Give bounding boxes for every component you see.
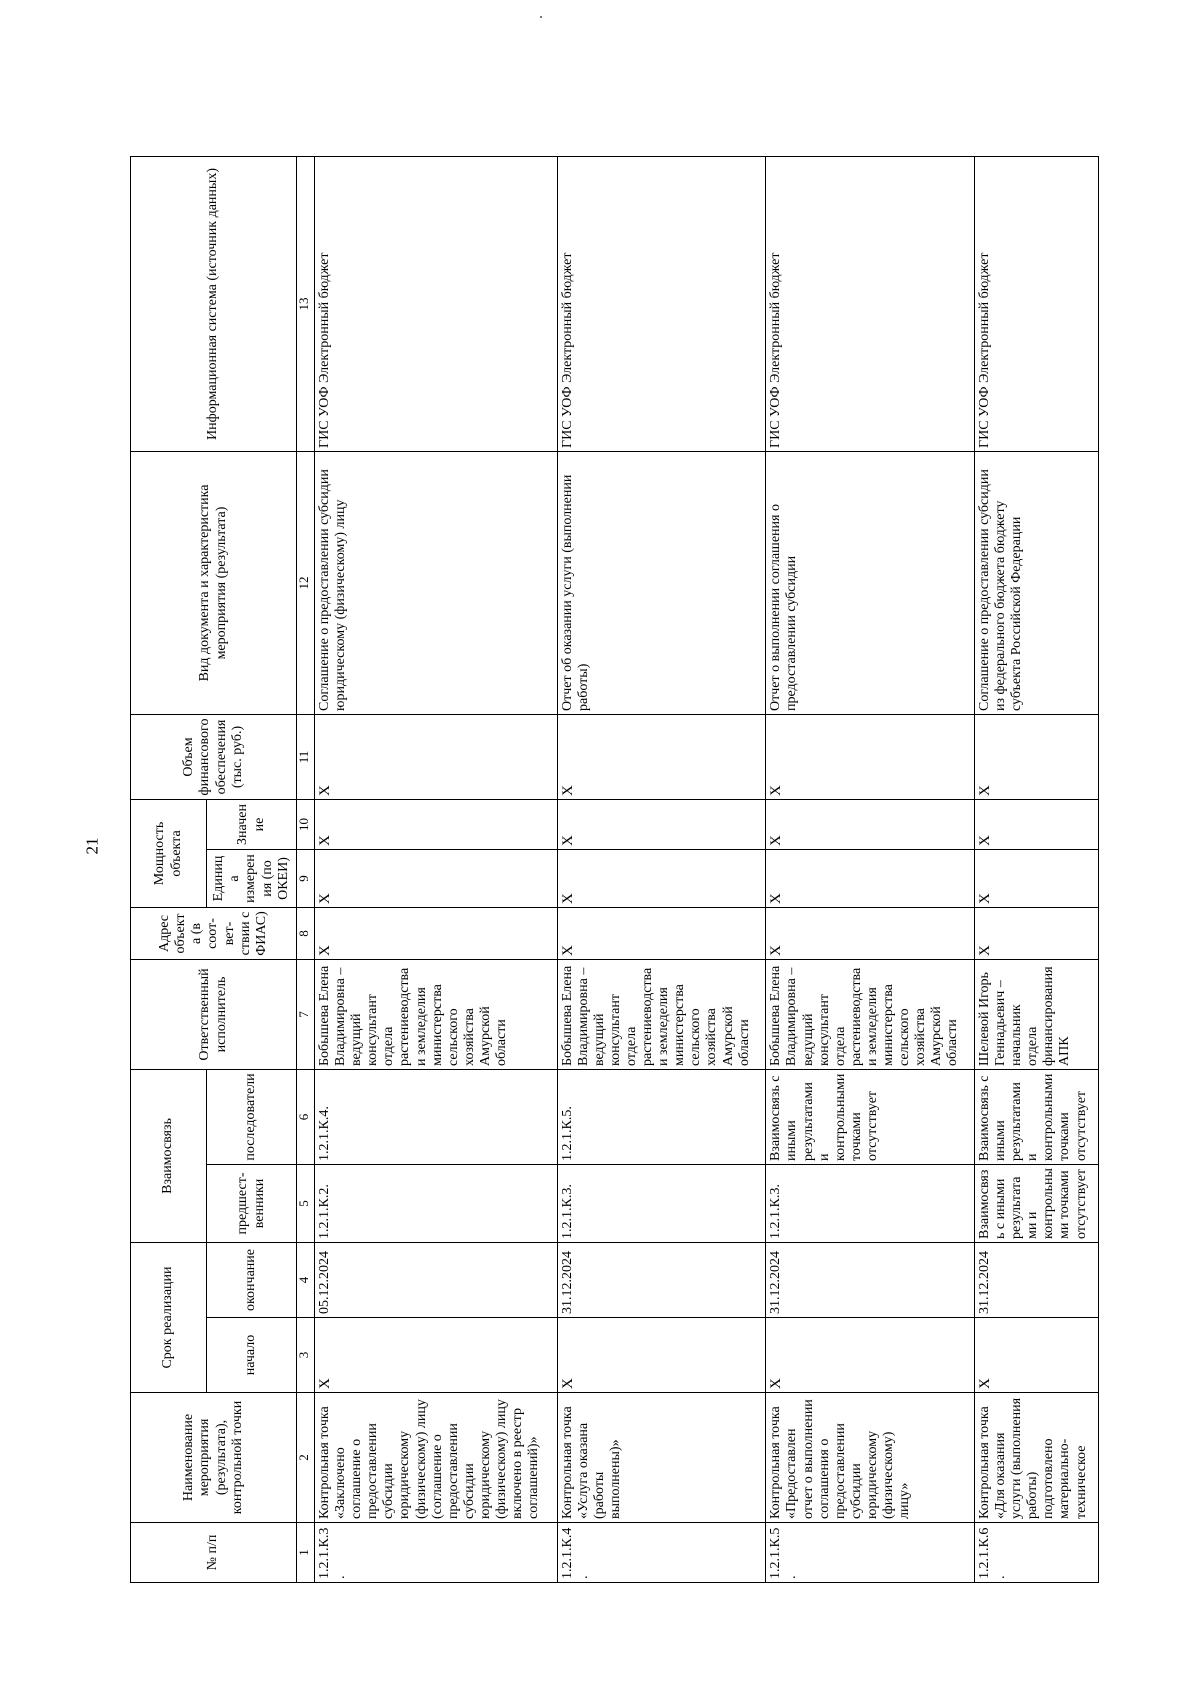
column-number: 10 xyxy=(297,799,315,849)
cell-value: X xyxy=(766,799,975,849)
cell-num: 1.2.1.К.5. xyxy=(766,1523,975,1583)
cell-num: 1.2.1.К.6. xyxy=(975,1523,1099,1583)
cell-funding: X xyxy=(975,714,1099,799)
cell-name: Контрольная точка «Для оказания услуги (выполнения работы) подготовлено материально-техническое xyxy=(975,1393,1099,1523)
cell-end: 31.12.2024 xyxy=(975,1243,1099,1318)
cell-name: Контрольная точка «Заключено соглашение о предоставлении субсидии юридическому (физическому) лицу (соглашение о предоставлении субсидии юридическому (физическому) лицу включено в реестр соглашений)» xyxy=(315,1393,558,1523)
cell-predecessors: 1.2.1.К.2. xyxy=(315,1165,558,1243)
column-number: 11 xyxy=(297,714,315,799)
header-doc-type: Вид документа и характеристика мероприятия (результата) xyxy=(131,451,297,714)
cell-funding: X xyxy=(766,714,975,799)
column-number: 7 xyxy=(297,960,315,1070)
cell-address: X xyxy=(975,908,1099,960)
header-end: окончание xyxy=(207,1243,297,1318)
cell-successors: Взаимосвязь с иными результатами и контрольными точками отсутствует xyxy=(766,1070,975,1165)
cell-doc-type: Отчет об оказании услуги (выполнении работы) xyxy=(557,451,766,714)
header-successors: последователи xyxy=(207,1070,297,1165)
header-num: № п/п xyxy=(131,1523,297,1583)
cell-value: X xyxy=(975,799,1099,849)
cell-start: X xyxy=(315,1318,558,1393)
header-info-system: Информационная система (источник данных) xyxy=(131,156,297,451)
header-predecessors: предшест-венники xyxy=(207,1165,297,1243)
cell-info-system: ГИС УОФ Электронный бюджет xyxy=(315,156,558,451)
table-row xyxy=(557,156,766,1582)
cell-info-system: ГИС УОФ Электронный бюджет xyxy=(975,156,1099,451)
cell-responsible: Шелевой Игорь Геннадьевич – начальник отдела финансирования АПК xyxy=(975,960,1099,1070)
cell-name: Контрольная точка «Предоставлен отчет о выполнении соглашения о предоставлении субсидии юридическому (физическому) лицу» xyxy=(766,1393,975,1523)
cell-unit: X xyxy=(557,850,766,908)
column-number: 6 xyxy=(297,1070,315,1165)
cell-doc-type: Соглашение о предоставлении субсидии из федерального бюджета бюджету субъекта Российской Федерации xyxy=(975,451,1099,714)
header-start: начало xyxy=(207,1318,297,1393)
header-value: Значение xyxy=(207,799,297,849)
plan-table xyxy=(130,156,1099,1583)
cell-predecessors: Взаимосвязь с иными результатами и контрольными точками отсутствует xyxy=(975,1165,1099,1243)
header-responsible: Ответственный исполнитель xyxy=(131,960,297,1070)
column-number: 5 xyxy=(297,1165,315,1243)
table-row xyxy=(975,156,1099,1582)
cell-num: 1.2.1.К.4. xyxy=(557,1523,766,1583)
header-name: Наименование мероприятия (результата), контрольной точки xyxy=(131,1393,297,1523)
column-number: 8 xyxy=(297,908,315,960)
cell-info-system: ГИС УОФ Электронный бюджет xyxy=(557,156,766,451)
cell-funding: X xyxy=(315,714,558,799)
cell-end: 31.12.2024 xyxy=(557,1243,766,1318)
cell-start: X xyxy=(975,1318,1099,1393)
cell-value: X xyxy=(557,799,766,849)
cell-start: X xyxy=(766,1318,975,1393)
table-row xyxy=(766,156,975,1582)
cell-num: 1.2.1.К.3. xyxy=(315,1523,558,1583)
cell-end: 05.12.2024 xyxy=(315,1243,558,1318)
cell-predecessors: 1.2.1.К.3. xyxy=(557,1165,766,1243)
cell-unit: X xyxy=(975,850,1099,908)
cell-name: Контрольная точка «Услуга оказана (работы выполнены)» xyxy=(557,1393,766,1523)
header-capacity: Мощность объекта xyxy=(131,799,207,907)
cell-info-system: ГИС УОФ Электронный бюджет xyxy=(766,156,975,451)
cell-address: X xyxy=(315,908,558,960)
table-row xyxy=(315,156,558,1582)
cell-successors: Взаимосвязь с иными результатами и контрольными точками отсутствует xyxy=(975,1070,1099,1165)
column-number: 9 xyxy=(297,850,315,908)
cell-doc-type: Соглашение о предоставлении субсидии юридическому (физическому) лицу xyxy=(315,451,558,714)
cell-unit: X xyxy=(766,850,975,908)
cell-responsible: Бобышева Елена Владимировна –ведущий консультант отдела растениеводства и земледелия министерства сельского хозяйства Амурской области xyxy=(557,960,766,1070)
cell-funding: X xyxy=(557,714,766,799)
cell-responsible: Бобышева Елена Владимировна –ведущий консультант отдела растениеводства и земледелия министерства сельского хозяйства Амурской области xyxy=(315,960,558,1070)
cell-successors: 1.2.1.К.5. xyxy=(557,1070,766,1165)
column-number: 12 xyxy=(297,451,315,714)
header-unit: Единица измерения (по ОКЕИ) xyxy=(207,850,297,908)
cell-address: X xyxy=(557,908,766,960)
header-funding: Объем финансового обеспечения (тыс. руб.) xyxy=(131,714,297,799)
cell-address: X xyxy=(766,908,975,960)
column-number: 13 xyxy=(297,156,315,451)
cell-responsible: Бобышева Елена Владимировна –ведущий консультант отдела растениеводства и земледелия министерства сельского хозяйства Амурской области xyxy=(766,960,975,1070)
column-number: 1 xyxy=(297,1523,315,1583)
column-number: 3 xyxy=(297,1318,315,1393)
cell-start: X xyxy=(557,1318,766,1393)
header-address: Адрес объекта (в соот-вет-ствии с ФИАС) xyxy=(131,908,297,960)
cell-unit: X xyxy=(315,850,558,908)
cell-value: X xyxy=(315,799,558,849)
column-number: 4 xyxy=(297,1243,315,1318)
cell-end: 31.12.2024 xyxy=(766,1243,975,1318)
header-term: Срок реализации xyxy=(131,1243,207,1393)
column-number: 2 xyxy=(297,1393,315,1523)
header-relation: Взаимосвязь xyxy=(131,1070,207,1243)
page-number: 21 xyxy=(82,837,102,855)
cell-doc-type: Отчет о выполнении соглашения о предоставлении субсидии xyxy=(766,451,975,714)
cell-successors: 1.2.1.К.4. xyxy=(315,1070,558,1165)
cell-predecessors: 1.2.1.К.3. xyxy=(766,1165,975,1243)
